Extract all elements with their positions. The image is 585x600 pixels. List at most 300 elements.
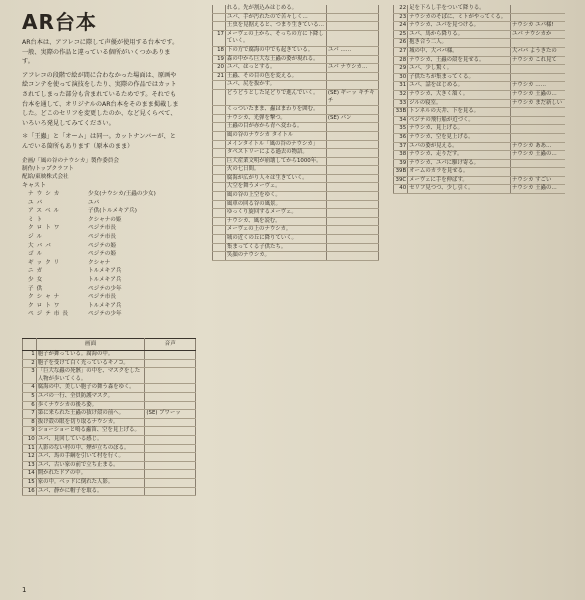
- sound-line: [326, 174, 378, 183]
- cut-number: 15: [23, 478, 37, 487]
- cast-role: クシャナの姫: [88, 216, 122, 223]
- scene-description: 「巨大な蟲の死骸」の中を、マスクをした人物が歩いてくる。: [36, 368, 145, 384]
- cut-number: 40: [394, 185, 408, 194]
- cast-role: ペジテ市長: [88, 294, 116, 301]
- sound-line: [326, 123, 378, 132]
- page-title: AR台本: [22, 10, 97, 34]
- cut-number: 33B: [394, 108, 408, 117]
- cut-number: [213, 149, 226, 158]
- sound-line: [326, 235, 378, 244]
- scene-description: 胞子を受けて白く光っているキノコ。: [36, 359, 145, 368]
- cut-number: 11: [23, 444, 37, 453]
- script-row: [213, 5, 379, 13]
- cast-name: ジル: [28, 233, 46, 240]
- script-row: [394, 13, 566, 22]
- cut-number: 17: [213, 30, 226, 46]
- cast-name: クロトワ: [28, 225, 63, 232]
- cast-row: [28, 224, 188, 233]
- scene-description: 第に来られた王蟲の抜け殻の前へ。: [36, 410, 145, 419]
- cast-name: クロトワ: [28, 302, 63, 309]
- script-row: [213, 166, 379, 175]
- sound-line: [145, 461, 196, 470]
- script-row: [213, 183, 379, 192]
- sound-line: [145, 392, 196, 401]
- sound-line: [145, 368, 196, 384]
- script-row: [394, 142, 566, 151]
- sound-line: [326, 140, 378, 149]
- scene-description: 森の中から巨大な王蟲の姿が現れる。: [225, 55, 326, 64]
- script-row: [394, 56, 566, 65]
- cast-name: 子供: [28, 285, 46, 292]
- scene-description: 腐海が広がり人々は生きていく。: [225, 174, 326, 183]
- cut-number: [213, 123, 226, 132]
- cut-number: 10: [23, 435, 37, 444]
- scene-description: 風の谷のナウシカ タイトル: [225, 131, 326, 140]
- script-row: [213, 226, 379, 235]
- cut-number: [213, 89, 226, 105]
- script-row: [23, 401, 196, 410]
- scene-description: セリフ見つつ、少し引く。: [408, 185, 511, 194]
- intro-text: [22, 38, 182, 156]
- scene-description: ユパ、手が汚れたので苦々しく…: [225, 13, 326, 22]
- header-scene: 画面: [36, 339, 145, 351]
- script-row: [394, 176, 566, 185]
- sound-line: [510, 159, 565, 168]
- cast-role: ペジテの姫: [88, 242, 116, 249]
- scene-description: ペジテの飛行船が近づく。: [408, 116, 511, 125]
- script-row: [394, 99, 566, 108]
- cut-number: 37: [394, 142, 408, 151]
- cut-number: 8: [23, 418, 37, 427]
- sound-line: [326, 5, 378, 13]
- script-row: [213, 174, 379, 183]
- scene-description: れる。先が割込みはじめる。: [225, 5, 326, 13]
- script-row: [23, 368, 196, 384]
- scene-description: 足を下ろし手をついて降りる。: [408, 5, 511, 13]
- cast-heading: キャスト: [22, 182, 47, 189]
- credit-line: 制作/トップクラフト: [22, 166, 74, 172]
- sound-line: ナウシカ ……: [510, 82, 565, 91]
- cast-role: 子供(トルメキア兵): [88, 208, 137, 215]
- cut-number: [213, 235, 226, 244]
- script-row: [213, 106, 379, 115]
- cast-row: [28, 285, 188, 294]
- scene-description: ナウシカ、見上げる。: [408, 125, 511, 134]
- scene-description: ユパ、話をはじめる。: [408, 82, 511, 91]
- scene-description: 下の方で腐海の中でも起きている。: [225, 46, 326, 55]
- scene-description: 歩くナウシカの後ろ姿。: [36, 401, 145, 410]
- script-row: [394, 39, 566, 48]
- scene-description: ユパ、馬から降りる。: [408, 30, 511, 39]
- sound-line: ユパ ナウシカか: [510, 30, 565, 39]
- cut-number: [213, 226, 226, 235]
- cast-name: ギックリ: [28, 259, 63, 266]
- scene-description: ユパ、見回している感じ。: [36, 435, 145, 444]
- cut-number: 26: [394, 39, 408, 48]
- scene-description: ナウシカ、風を読む。: [225, 217, 326, 226]
- cast-role: ペジテ市長: [88, 225, 116, 232]
- sound-line: ナウシカ 王蟲の…: [510, 151, 565, 160]
- script-row: [213, 81, 379, 90]
- cut-number: [213, 140, 226, 149]
- sound-line: [326, 55, 378, 64]
- cut-number: 24: [394, 22, 408, 31]
- scene-description: どうどうとした足どりで進んでいく。: [225, 89, 326, 105]
- cast-list: [28, 190, 188, 319]
- script-row: [394, 116, 566, 125]
- sound-line: [510, 13, 565, 22]
- script-row: [213, 46, 379, 55]
- script-row: [213, 192, 379, 201]
- cut-number: 7: [23, 410, 37, 419]
- script-row: [23, 444, 196, 453]
- cut-number: [213, 174, 226, 183]
- sound-line: [326, 106, 378, 115]
- sound-line: [510, 5, 565, 13]
- cast-role: 少女(ナウシカ/王蟲の少女): [88, 191, 156, 197]
- credits: [22, 157, 182, 181]
- header-no: [23, 339, 37, 351]
- scene-description: 風の谷の上空をゆく。: [225, 192, 326, 201]
- sound-line: [145, 444, 196, 453]
- credit-line: 企画/「風の谷のナウシカ」製作委員会: [22, 158, 119, 164]
- cast-role: トルメキア兵: [88, 302, 122, 309]
- sound-line: [326, 192, 378, 201]
- sound-line: [510, 168, 565, 177]
- sound-line: [145, 401, 196, 410]
- cut-number: [213, 106, 226, 115]
- cast-role: ペジテの少年: [88, 311, 122, 318]
- page-number: 1: [22, 586, 27, 594]
- script-row: [213, 140, 379, 149]
- scene-description: 風車の回る谷の風景。: [225, 200, 326, 209]
- cut-number: 39C: [394, 176, 408, 185]
- cut-number: 22: [394, 5, 408, 13]
- sound-line: [145, 351, 196, 360]
- cast-name: ユパ: [28, 199, 46, 206]
- script-table-right: [393, 5, 565, 194]
- scene-description: 火の七日間。: [225, 166, 326, 175]
- scene-description: ナウシカ、ユパに駆け寄る。: [408, 159, 511, 168]
- scene-description: ユパ、古い家の前で立ち止まる。: [36, 461, 145, 470]
- scene-description: ナウシカのそばに、ミトがやってくる。: [408, 13, 511, 22]
- scene-description: 城の中、大ババ様。: [408, 47, 511, 56]
- sound-line: [326, 22, 378, 31]
- sound-line: [326, 149, 378, 158]
- scene-description: 集まってくる子供たち。: [225, 243, 326, 252]
- cut-number: 3: [23, 368, 37, 384]
- script-row: [23, 461, 196, 470]
- scene-description: 王蟲、その目の色を変える。: [225, 72, 326, 81]
- sound-line: [145, 384, 196, 393]
- scene-description: 城の近くの丘に降りていく。: [225, 235, 326, 244]
- script-row: [23, 487, 196, 496]
- script-row: [394, 73, 566, 82]
- scene-description: ユパ、馬の手綱を引いて村を行く。: [36, 453, 145, 462]
- scene-description: ナウシカ、ユパを見つける。: [408, 22, 511, 31]
- script-table-left: [22, 338, 196, 496]
- cast-row: [28, 233, 188, 242]
- scene-description: 王蟲の目が赤から青へ変わる。: [225, 123, 326, 132]
- sound-line: [145, 453, 196, 462]
- script-row: [394, 168, 566, 177]
- cut-number: 2: [23, 359, 37, 368]
- cut-number: [213, 192, 226, 201]
- cut-number: [213, 200, 226, 209]
- cast-row: [28, 259, 188, 268]
- script-row: [394, 82, 566, 91]
- script-row: [23, 435, 196, 444]
- script-row: [213, 235, 379, 244]
- sound-line: [326, 200, 378, 209]
- sound-line: ユパ ……: [326, 46, 378, 55]
- sound-line: [510, 125, 565, 134]
- sound-line: 大ババ ようきたの: [510, 47, 565, 56]
- scene-description: ナウシカ、大きく頷く。: [408, 90, 511, 99]
- scene-description: 腐海の中、美しい胞子の舞う森をゆく。: [36, 384, 145, 393]
- script-row: [213, 209, 379, 218]
- cut-number: 13: [23, 461, 37, 470]
- intro-note: ＊「王蟲」と「オーム」は同一。カットナンバーが、とんでいる箇所もあります（原本のまま）: [22, 133, 176, 150]
- script-row: [23, 384, 196, 393]
- cut-number: 32: [394, 90, 408, 99]
- script-row: [213, 64, 379, 73]
- scene-description: ユパ、はっとする。: [225, 64, 326, 73]
- scene-description: ユパの一行、全員防護マスク。: [36, 392, 145, 401]
- cut-number: 31: [394, 82, 408, 91]
- cut-number: 39B: [394, 168, 408, 177]
- cast-role: ペジテの少年: [88, 285, 122, 292]
- script-row: [394, 47, 566, 56]
- scene-description: ゆっくり旋回するメーヴェ。: [225, 209, 326, 218]
- sound-line: [326, 183, 378, 192]
- scene-description: メーヴェの上のナウシカ。: [225, 226, 326, 235]
- script-row: [394, 133, 566, 142]
- cast-name: ナウシカ: [28, 191, 63, 197]
- script-row: [23, 478, 196, 487]
- sound-line: (SE) ギーッ キチキチ: [326, 89, 378, 105]
- cut-number: [213, 114, 226, 123]
- sound-line: [326, 217, 378, 226]
- scene-description: ナウシカ、空を見上げる。: [408, 133, 511, 142]
- scene-description: 抜け殻の眼を切り取るナウシカ。: [36, 418, 145, 427]
- cut-number: 9: [23, 427, 37, 436]
- cut-number: 14: [23, 470, 37, 479]
- scene-description: ショーショーと鳴る蟲笛、空を見上げる。: [36, 427, 145, 436]
- cut-number: 27: [394, 47, 408, 56]
- cast-name: ゴル: [28, 251, 46, 258]
- sound-line: [145, 435, 196, 444]
- cast-name: ニガ: [28, 268, 46, 275]
- script-row: [394, 5, 566, 13]
- cut-number: 30: [394, 73, 408, 82]
- cut-number: 21: [213, 72, 226, 81]
- sound-line: ユパ ナウシカ…: [326, 64, 378, 73]
- script-row: [394, 30, 566, 39]
- cast-role: クシャナ: [88, 259, 111, 266]
- cast-name: アスベル: [28, 208, 63, 215]
- cut-number: 35: [394, 125, 408, 134]
- cast-row: [28, 250, 188, 259]
- cast-role: ユパ: [88, 199, 100, 206]
- scene-description: 子供たちが集まってくる。: [408, 73, 511, 82]
- script-row: [23, 359, 196, 368]
- cut-number: 34: [394, 116, 408, 125]
- scene-description: 王虫を見据えると、つまり生きている…: [225, 22, 326, 31]
- cut-number: [213, 252, 226, 261]
- script-row: [394, 159, 566, 168]
- scene-description: ユパ、静かに帽子を取る。: [36, 487, 145, 496]
- script-row: [213, 252, 379, 261]
- cut-number: [213, 157, 226, 166]
- script-row: [23, 470, 196, 479]
- sound-line: ナウシカ すごい: [510, 176, 565, 185]
- scene-description: くっついたまま、蟲はまわりを囲む。: [225, 106, 326, 115]
- sound-line: [510, 116, 565, 125]
- cut-number: [213, 22, 226, 31]
- cast-row: [28, 207, 188, 216]
- scene-description: ジルの寝室。: [408, 99, 511, 108]
- scene-description: トンネルの天井、下を見る。: [408, 108, 511, 117]
- sound-line: [326, 81, 378, 90]
- cast-row: [28, 199, 188, 208]
- sound-line: ナウシカ これ見て: [510, 56, 565, 65]
- scene-description: ナウシカ、王蟲の殻を見せる。: [408, 56, 511, 65]
- credit-line: 配給/東映株式会社: [22, 174, 69, 180]
- script-row: [213, 131, 379, 140]
- sound-line: [145, 359, 196, 368]
- cut-number: 19: [213, 55, 226, 64]
- cut-number: [213, 131, 226, 140]
- sound-line: ナウシカ 王蟲の…: [510, 185, 565, 194]
- cast-name: クシャナ: [28, 294, 63, 301]
- cut-number: 25: [394, 30, 408, 39]
- cut-number: 28: [394, 56, 408, 65]
- script-row: [213, 13, 379, 22]
- sound-line: [510, 108, 565, 117]
- cut-number: 4: [23, 384, 37, 393]
- sound-line: [510, 65, 565, 74]
- sound-line: ナウシカ ああ…: [510, 142, 565, 151]
- cut-number: [213, 209, 226, 218]
- cut-number: 12: [23, 453, 37, 462]
- sound-line: [326, 72, 378, 81]
- sound-line: ナウシカ まだ新しい: [510, 99, 565, 108]
- cast-name: 少女: [28, 276, 46, 283]
- sound-line: ナウシカ 王蟲の…: [510, 90, 565, 99]
- cast-row: [28, 267, 188, 276]
- sound-line: [326, 157, 378, 166]
- script-row: [213, 30, 379, 46]
- cast-row: [28, 276, 188, 285]
- script-row: [23, 351, 196, 360]
- cast-role: トルメキア兵: [88, 268, 122, 275]
- header-sound: 音声: [145, 339, 196, 351]
- cast-role: トルメキア兵: [88, 276, 122, 283]
- sound-line: [145, 478, 196, 487]
- script-row: [394, 108, 566, 117]
- script-table-middle: [212, 5, 379, 261]
- script-row: [213, 217, 379, 226]
- scene-description: ユパ、少し驚く。: [408, 65, 511, 74]
- sound-line: [326, 131, 378, 140]
- script-row: [213, 123, 379, 132]
- sound-line: [326, 30, 378, 46]
- scene-description: ユパの姿が見える。: [408, 142, 511, 151]
- script-row: [213, 89, 379, 105]
- script-row: [23, 418, 196, 427]
- script-row: [213, 72, 379, 81]
- cast-name: ペジテ市長: [28, 311, 71, 318]
- scene-description: 巨大産業文明が崩壊してから1000年。: [225, 157, 326, 166]
- sound-line: [326, 243, 378, 252]
- scene-description: メーヴェの上から、そっちの方に下降していく。: [225, 30, 326, 46]
- intro-paragraph: アフレコの段階で絵が間に合わなかった場面は、原画や絵コンテを使って演技をしたり、実際の作品ではカットされてしまった部分も含まれているためです。それでも台本を通して、オリジナルのAR台本をそのまま掲載しました。どこのセリフを変更したのか、など見くらべて、いろいろ発見してみてください。: [22, 71, 179, 127]
- cut-number: [213, 5, 226, 13]
- scene-description: 笑顔のナウシカ。: [225, 252, 326, 261]
- cut-number: [213, 183, 226, 192]
- script-row: [23, 392, 196, 401]
- sound-line: ナウシカ ユパ様!: [510, 22, 565, 31]
- scene-description: 開かれたドアの中。: [36, 470, 145, 479]
- cut-number: 33: [394, 99, 408, 108]
- cast-row: [28, 216, 188, 225]
- sound-line: [145, 470, 196, 479]
- sound-line: [326, 13, 378, 22]
- script-row: [213, 200, 379, 209]
- sound-line: [326, 252, 378, 261]
- sound-line: [145, 487, 196, 496]
- scene-description: メインタイトル「風の谷のナウシカ」: [225, 140, 326, 149]
- sound-line: [510, 73, 565, 82]
- cast-name: 大ババ: [28, 242, 54, 249]
- cast-name: ミト: [28, 216, 46, 223]
- cut-number: 20: [213, 64, 226, 73]
- scene-description: ナウシカ、光弾を撃つ。: [225, 114, 326, 123]
- script-row: [394, 65, 566, 74]
- sound-line: [510, 39, 565, 48]
- scene-description: 大空を舞うメーヴェ。: [225, 183, 326, 192]
- sound-line: (SE) パン: [326, 114, 378, 123]
- cast-role: ペジテの姫: [88, 251, 116, 258]
- script-row: [23, 453, 196, 462]
- script-row: [394, 185, 566, 194]
- scene-description: メーヴェに手を伸ばす。: [408, 176, 511, 185]
- intro-paragraph: AR台本は、アフレコに際して声優が使用する台本です。一般、実際の作品と違っている個所がいくつかあります。: [22, 39, 179, 66]
- cast-row: [28, 293, 188, 302]
- sound-line: [326, 166, 378, 175]
- cut-number: 1: [23, 351, 37, 360]
- script-row: [213, 157, 379, 166]
- cast-role: ペジテ市長: [88, 233, 116, 240]
- scene-description: 家の中。ベッドに倒れた人影。: [36, 478, 145, 487]
- cut-number: 5: [23, 392, 37, 401]
- cut-number: [213, 13, 226, 22]
- script-row: [23, 427, 196, 436]
- scene-description: 抱き合う二人。: [408, 39, 511, 48]
- scene-description: 胞子が舞っている。腐海の中。: [36, 351, 145, 360]
- cut-number: 38: [394, 151, 408, 160]
- cast-row: [28, 310, 188, 319]
- cut-number: [213, 166, 226, 175]
- scene-description: タペストリーによる過去の物語。: [225, 149, 326, 158]
- sound-line: [326, 226, 378, 235]
- cast-row: [28, 302, 188, 311]
- cut-number: 23: [394, 13, 408, 22]
- scene-description: 人影のない村の中、煙が立ちのぼる。: [36, 444, 145, 453]
- script-row: [213, 114, 379, 123]
- script-row: [213, 55, 379, 64]
